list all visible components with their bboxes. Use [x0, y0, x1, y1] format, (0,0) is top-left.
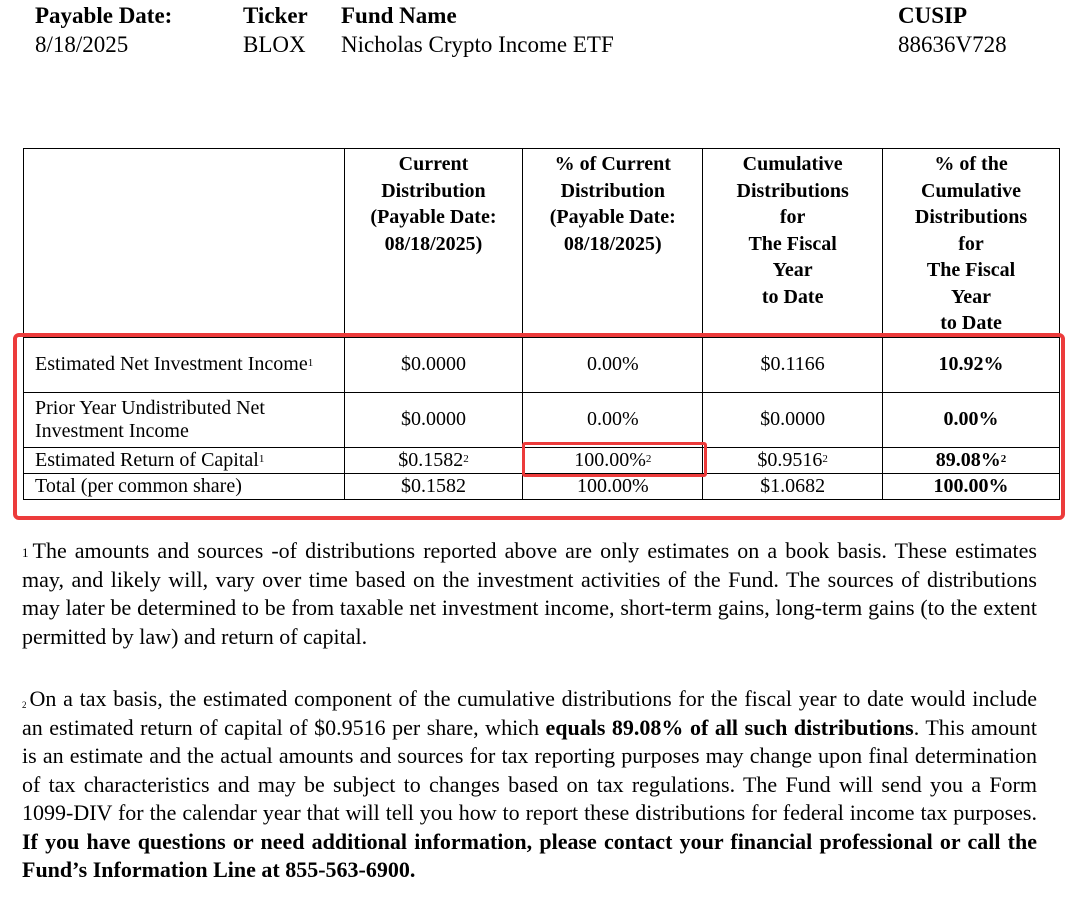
footnote-2: $^2$ On a tax basis, the estimated component of the cumulative distributions for the fiscal year to date would include an estimated return of capital of $0.9516 per share, which equals 89.08% of all such distributions. This amount is an estimate and the actual amounts and sources for tax reporting purposes may change upon final determination of tax characteristics and may be subject to changes based on tax regulations. The Fund will send you a Form 1099-DIV for the calendar year that will tell you how to report these distributions for federal income tax purposes. If you have questions or need additional information, please contact your financial professional or call the Fund’s Information Line at 855-563-6900. [22, 686, 1038, 882]
table-row [24, 392, 1060, 447]
cumulative-pct-cell: 0.00% [883, 392, 1060, 447]
current-pct-cell: 0.00% [523, 392, 703, 447]
cumulative-cell: $1.0682 [703, 473, 883, 499]
contact-info: If you have questions or need additional information, please contact your financial professional or call the Fund’s Information Line at 855-563-6900. [22, 828, 1037, 882]
row-label: Estimated Net Investment Income$^1$ [24, 337, 345, 392]
row-label: Estimated Return of Capital$^1$ [24, 447, 345, 473]
row-label: Prior Year Undistributed Net Investment Income [24, 392, 345, 447]
footnote-2-mark: 2 [22, 700, 27, 710]
fund-name-label: Fund Name [341, 3, 457, 28]
current-pct-cell: 100.00%$^2$ [523, 447, 703, 473]
cusip-value: 88636V728 [898, 32, 1007, 57]
fund-name-value: Nicholas Crypto Income ETF [341, 32, 614, 57]
cumulative-cell: $0.1166 [703, 337, 883, 392]
current-distribution-cell: $0.1582$^2$ [344, 447, 523, 473]
row-label: Total (per common share) [24, 473, 345, 499]
footnote-2-emphasis: equals 89.08% of all such distributions [545, 714, 914, 740]
column-header-cumulative: Cumulative Distributions for The Fiscal Year to Date [703, 149, 883, 338]
column-header-current-pct: % of Current Distribution (Payable Date: 08/18/2025) [523, 149, 703, 338]
cusip-label: CUSIP [898, 3, 968, 28]
cumulative-pct-cell: 89.08%$^2$ [883, 447, 1060, 473]
footnote-1 [22, 537, 1037, 651]
footnote-1-text: The amounts and sources -of distributions reported above are only estimates on a book basis. These estimates may, and likely will, vary over time based on the investment activities of the Fund. The sources of distributions may later be determined to be from taxable net investment income, short-term gains, long-term gains (to the extent permitted by law) and return of capital. [22, 538, 1037, 649]
table-row [24, 473, 1060, 499]
column-header-label [24, 149, 345, 338]
footnote-1-mark: 1 [22, 545, 29, 560]
payable-date-value: 8/18/2025 [35, 32, 129, 57]
ticker-value: BLOX [243, 32, 306, 57]
current-pct-cell: 100.00% [523, 473, 703, 499]
current-distribution-cell: $0.0000 [344, 392, 523, 447]
cumulative-cell: $0.0000 [703, 392, 883, 447]
table-row [24, 337, 1060, 392]
cumulative-pct-cell: 100.00% [883, 473, 1060, 499]
payable-date-label: Payable Date: [35, 3, 173, 28]
current-distribution-cell: $0.1582 [344, 473, 523, 499]
ticker-label: Ticker [243, 3, 308, 28]
current-pct-cell: 0.00% [523, 337, 703, 392]
column-header-cumulative-pct: % of the Cumulative Distributions for The Fiscal Year to Date [883, 149, 1060, 338]
column-header-current-distribution: Current Distribution (Payable Date: 08/18/2025) [344, 149, 523, 338]
cumulative-cell: $0.9516$^2$ [703, 447, 883, 473]
current-distribution-cell: $0.0000 [344, 337, 523, 392]
cumulative-pct-cell: 10.92% [883, 337, 1060, 392]
distribution-table [23, 148, 1060, 500]
table-row [24, 447, 1060, 473]
table-header-row [24, 149, 1060, 338]
